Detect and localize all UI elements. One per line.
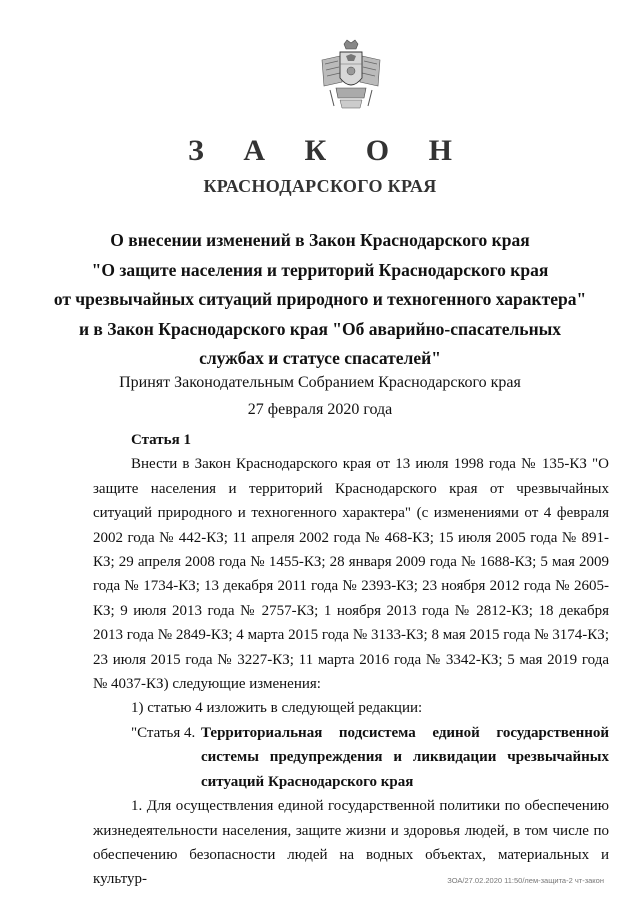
acceptance-line: Принят Законодательным Собранием Краснодарского края [119,374,521,391]
acceptance-note [0,369,640,423]
document-title: З А К О Н [188,134,468,167]
heading-line: О внесении изменений в Закон Краснодарского края [110,230,530,250]
list-item: 1) статью 4 изложить в следующей редакции: [131,700,423,717]
article-title: Статья 1 [131,432,191,448]
article-4-label: "Статья 4. [131,724,196,741]
article-4-label-cell [93,721,201,794]
paragraph: 1. Для осуществления единой государственной политики по обеспечению жизнедеятельности населения, защите жизни и здоровья людей, в том числе по обеспечению безопасности людей на водных объектах, материальных и культур- [93,798,609,888]
law-heading [0,226,640,374]
document-subtitle: КРАСНОДАРСКОГО КРАЯ [203,176,437,196]
heading-line: службах и статусе спасателей" [199,348,441,368]
heading-line: от чрезвычайных ситуаций природного и техногенного характера" [53,289,587,309]
document-body [93,428,609,892]
heading-line: "О защите населения и территорий Краснодарского края [91,259,549,280]
heading-line: и в Закон Краснодарского края "Об аварийно-спасательных [78,318,562,339]
article-4-block [93,721,609,794]
page-footer: ЗОА/27.02.2020 11:50/лем-защита-2 чт-закон [447,876,604,885]
article-4-title: Территориальная подсистема единой государственной системы предупреждения и ликвидации чрезвычайных ситуаций Краснодарского края [201,724,609,790]
article-intro: Внести в Закон Краснодарского края от 13 июля 1998 года № 135-КЗ "О защите населения и территорий Краснодарского края от чрезвычайных ситуаций природного и техногенного характера" (с изменениями от 4 февраля 2002 года № 442-КЗ; 11 апреля 2002 года № 468-КЗ; 15 июля 2005 года № 891-КЗ; 29 апреля 2008 года № 1455-КЗ; 28 января 2009 года № 1688-КЗ; 5 мая 2009 года № 1734-КЗ; 13 декабря 2011 года № 2393-КЗ; 23 ноября 2012 года № 2605-КЗ; 9 июля 2013 года № 2757-КЗ; 1 ноября 2013 года № 2812-КЗ; 18 декабря 2013 года № 2849-КЗ; 4 марта 2015 года № 3133-КЗ; 8 мая 2015 года № 3174-КЗ; 23 июля 2015 года № 3227-КЗ; 11 марта 2016 года № 3342-КЗ; 5 мая 2019 года № 4037-КЗ) следующие изменения: [93,456,609,693]
krasnodar-coat-of-arms-icon [316,38,386,118]
acceptance-date: 27 февраля 2020 года [247,401,393,418]
